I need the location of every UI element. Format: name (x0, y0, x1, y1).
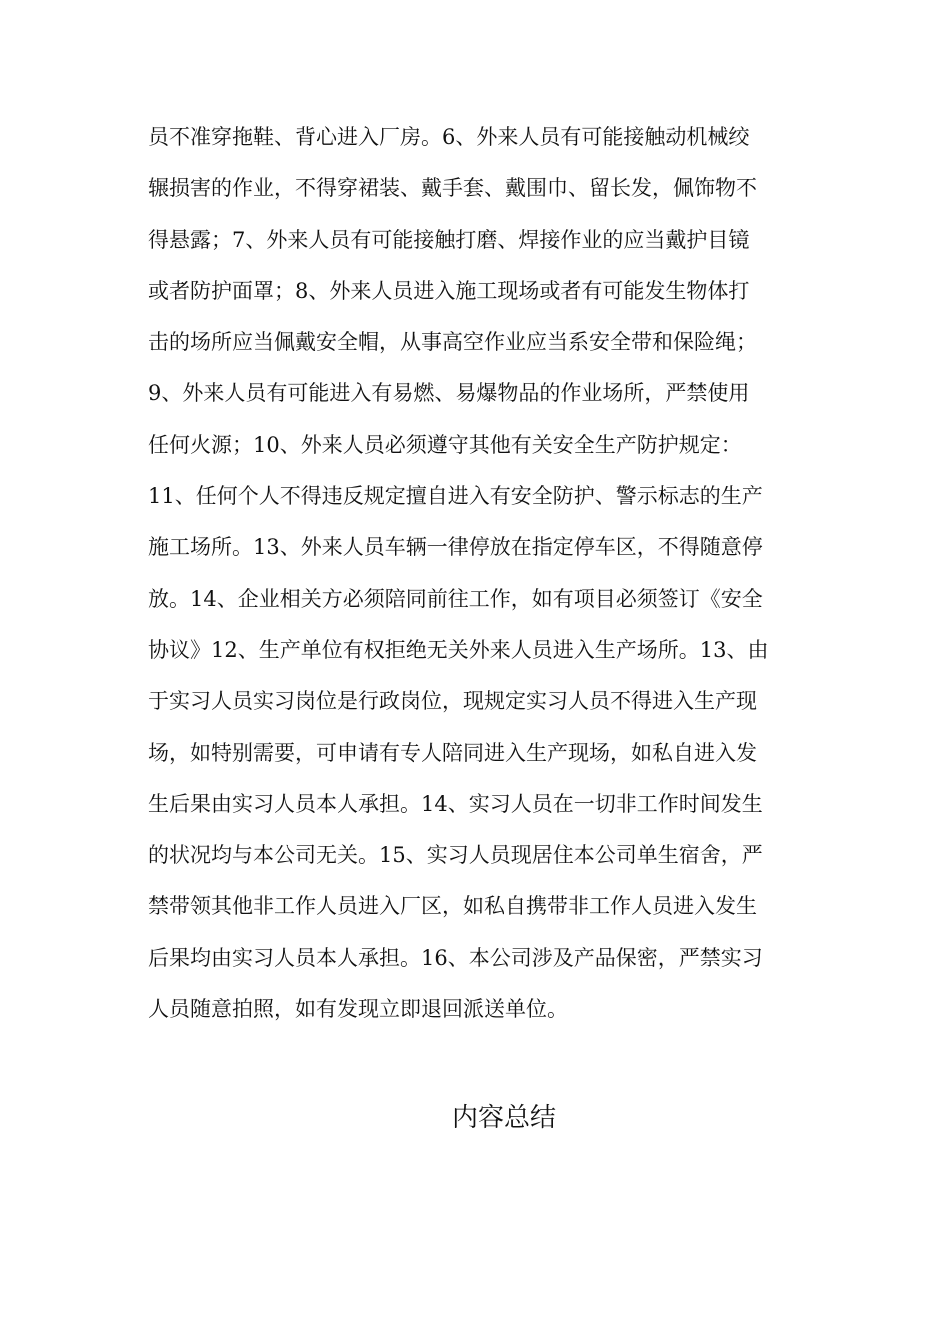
paragraph-line: 后果均由实习人员本人承担。16、本公司涉及产品保密，严禁实习 (148, 945, 763, 970)
body-paragraph (148, 112, 808, 1035)
paragraph-line: 场，如特别需要，可申请有专人陪同进入生产现场，如私自进入发 (148, 740, 757, 765)
paragraph-line: 11、任何个人不得违反规定擅自进入有安全防护、警示标志的生产 (148, 484, 763, 509)
paragraph-line: 放。14、企业相关方必须陪同前往工作，如有项目必须签订《安全 (148, 586, 763, 611)
paragraph-line: 9、外来人员有可能进入有易燃、易爆物品的作业场所，严禁使用 (148, 381, 750, 406)
paragraph-line: 的状况均与本公司无关。15、实习人员现居住本公司单生宿舍，严 (148, 843, 763, 868)
summary-heading: 内容总结 (451, 1103, 556, 1133)
paragraph-line: 禁带领其他非工作人员进入厂区，如私自携带非工作人员进入发生 (148, 894, 757, 919)
paragraph-line: 得悬露；7、外来人员有可能接触打磨、焊接作业的应当戴护目镜 (148, 227, 750, 252)
paragraph-line: 协议》12、生产单位有权拒绝无关外来人员进入生产场所。13、由 (148, 637, 769, 662)
paragraph-line: 人员随意拍照，如有发现立即退回派送单位。 (148, 997, 568, 1022)
paragraph-line: 于实习人员实习岗位是行政岗位，现规定实习人员不得进入生产现 (148, 689, 757, 714)
paragraph-line: 击的场所应当佩戴安全帽，从事高空作业应当系安全带和保险绳； (148, 330, 757, 355)
paragraph-line: 员不准穿拖鞋、背心进入厂房。6、外来人员有可能接触动机械绞 (148, 125, 750, 149)
paragraph-line: 生后果由实习人员本人承担。14、实习人员在一切非工作时间发生 (148, 791, 763, 816)
paragraph-line: 辗损害的作业，不得穿裙装、戴手套、戴围巾、留长发，佩饰物不 (148, 176, 757, 201)
paragraph-line: 或者防护面罩；8、外来人员进入施工现场或者有可能发生物体打 (148, 278, 750, 303)
paragraph-line: 任何火源；10、外来人员必须遵守其他有关安全生产防护规定： (148, 432, 742, 457)
paragraph-line: 施工场所。13、外来人员车辆一律停放在指定停车区，不得随意停 (148, 535, 763, 560)
